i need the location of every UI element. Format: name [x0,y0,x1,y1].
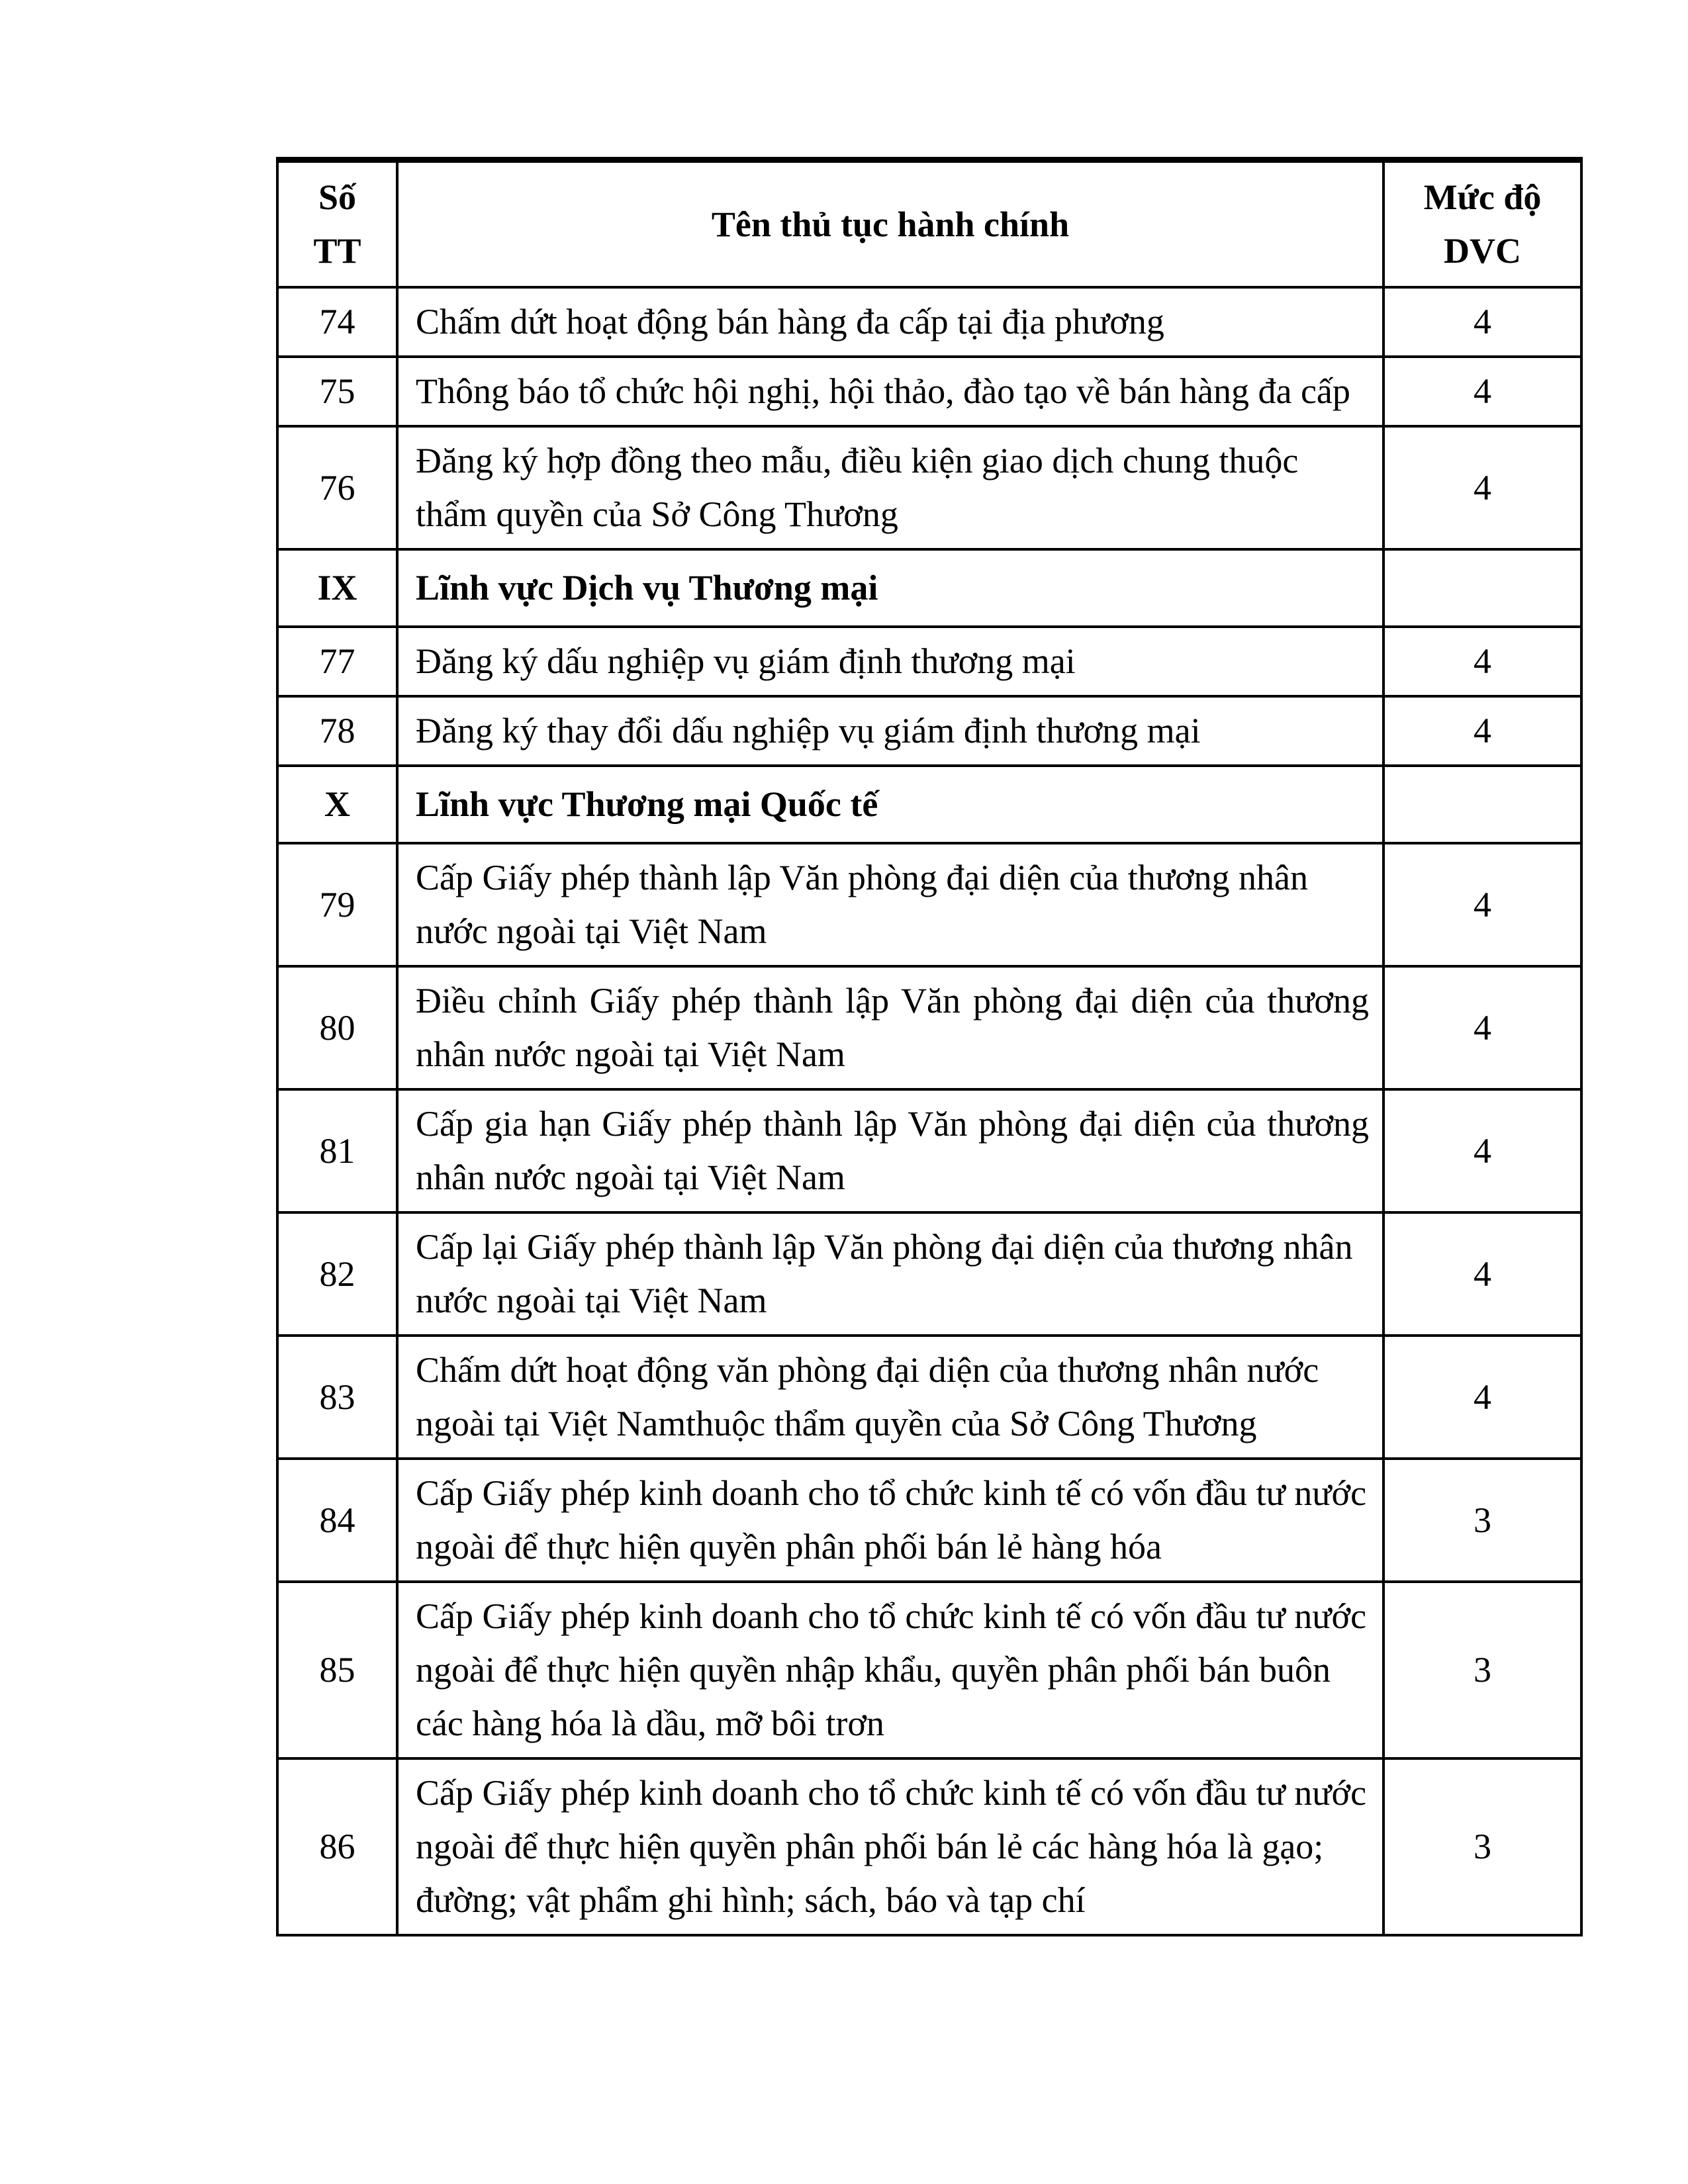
row-number-cell: 74 [277,287,397,357]
table-row [277,287,1581,357]
dvc-level-cell: 3 [1383,1582,1581,1758]
row-number-cell: 81 [277,1089,397,1212]
table-row [277,357,1581,426]
dvc-level-cell: 4 [1383,357,1581,426]
header-cell-name: Tên thủ tục hành chính [397,160,1383,288]
row-number-cell: IX [277,549,397,627]
row-number-cell: 86 [277,1758,397,1935]
table-header-row [277,160,1581,288]
procedure-name-cell: Chấm dứt hoạt động bán hàng đa cấp tại địa phương [397,287,1383,357]
procedure-name-cell: Lĩnh vực Dịch vụ Thương mại [397,549,1383,627]
row-number-cell: 75 [277,357,397,426]
table-row [277,966,1581,1089]
table-row [277,766,1581,843]
procedure-name-cell: Điều chỉnh Giấy phép thành lập Văn phòng đại diện của thương nhân nước ngoài tại Việt Nam [397,966,1383,1089]
dvc-level-cell: 4 [1383,1089,1581,1212]
header-cell-stt: Số TT [277,160,397,288]
dvc-level-cell: 4 [1383,1336,1581,1459]
procedure-name-cell: Cấp Giấy phép kinh doanh cho tổ chức kinh tế có vốn đầu tư nước ngoài để thực hiện quyền nhập khẩu, quyền phân phối bán buôn các hàng hóa là dầu, mỡ bôi trơn [397,1582,1383,1758]
dvc-level-cell: 4 [1383,426,1581,549]
dvc-level-cell [1383,766,1581,843]
procedure-name-cell: Cấp Giấy phép thành lập Văn phòng đại diện của thương nhân nước ngoài tại Việt Nam [397,843,1383,966]
procedure-name-cell: Cấp Giấy phép kinh doanh cho tổ chức kinh tế có vốn đầu tư nước ngoài để thực hiện quyền phân phối bán lẻ hàng hóa [397,1459,1383,1582]
procedure-name-cell: Thông báo tổ chức hội nghị, hội thảo, đào tạo về bán hàng đa cấp [397,357,1383,426]
procedure-name-cell: Cấp gia hạn Giấy phép thành lập Văn phòng đại diện của thương nhân nước ngoài tại Việt Nam [397,1089,1383,1212]
procedures-table [276,157,1583,1936]
dvc-level-cell: 4 [1383,287,1581,357]
row-number-cell: 78 [277,696,397,766]
dvc-level-cell: 4 [1383,627,1581,696]
procedure-name-cell: Đăng ký dấu nghiệp vụ giám định thương mại [397,627,1383,696]
table-body [277,287,1581,1935]
dvc-level-cell: 4 [1383,843,1581,966]
procedure-name-cell: Đăng ký hợp đồng theo mẫu, điều kiện giao dịch chung thuộc thẩm quyền của Sở Công Thương [397,426,1383,549]
row-number-cell: 84 [277,1459,397,1582]
procedure-name-cell: Cấp Giấy phép kinh doanh cho tổ chức kinh tế có vốn đầu tư nước ngoài để thực hiện quyền phân phối bán lẻ các hàng hóa là gạo; đường; vật phẩm ghi hình; sách, báo và tạp chí [397,1758,1383,1935]
dvc-level-cell: 4 [1383,1212,1581,1336]
table-row [277,1212,1581,1336]
table-row [277,1582,1581,1758]
table-row [277,1459,1581,1582]
dvc-level-cell: 4 [1383,966,1581,1089]
table-row [277,549,1581,627]
dvc-level-cell: 3 [1383,1758,1581,1935]
row-number-cell: 80 [277,966,397,1089]
procedure-name-cell: Cấp lại Giấy phép thành lập Văn phòng đại diện của thương nhân nước ngoài tại Việt Nam [397,1212,1383,1336]
header-cell-dvc: Mức độ DVC [1383,160,1581,288]
row-number-cell: 79 [277,843,397,966]
row-number-cell: 82 [277,1212,397,1336]
dvc-level-cell: 4 [1383,696,1581,766]
table-row [277,696,1581,766]
row-number-cell: 77 [277,627,397,696]
table-row [277,1089,1581,1212]
table-row [277,1336,1581,1459]
procedure-name-cell: Đăng ký thay đổi dấu nghiệp vụ giám định thương mại [397,696,1383,766]
table-row [277,426,1581,549]
procedure-name-cell: Chấm dứt hoạt động văn phòng đại diện của thương nhân nước ngoài tại Việt Namthuộc thẩm quyền của Sở Công Thương [397,1336,1383,1459]
row-number-cell: 76 [277,426,397,549]
row-number-cell: 85 [277,1582,397,1758]
row-number-cell: X [277,766,397,843]
table-row [277,843,1581,966]
table-row [277,627,1581,696]
row-number-cell: 83 [277,1336,397,1459]
procedure-name-cell: Lĩnh vực Thương mại Quốc tế [397,766,1383,843]
table-row [277,1758,1581,1935]
dvc-level-cell [1383,549,1581,627]
dvc-level-cell: 3 [1383,1459,1581,1582]
